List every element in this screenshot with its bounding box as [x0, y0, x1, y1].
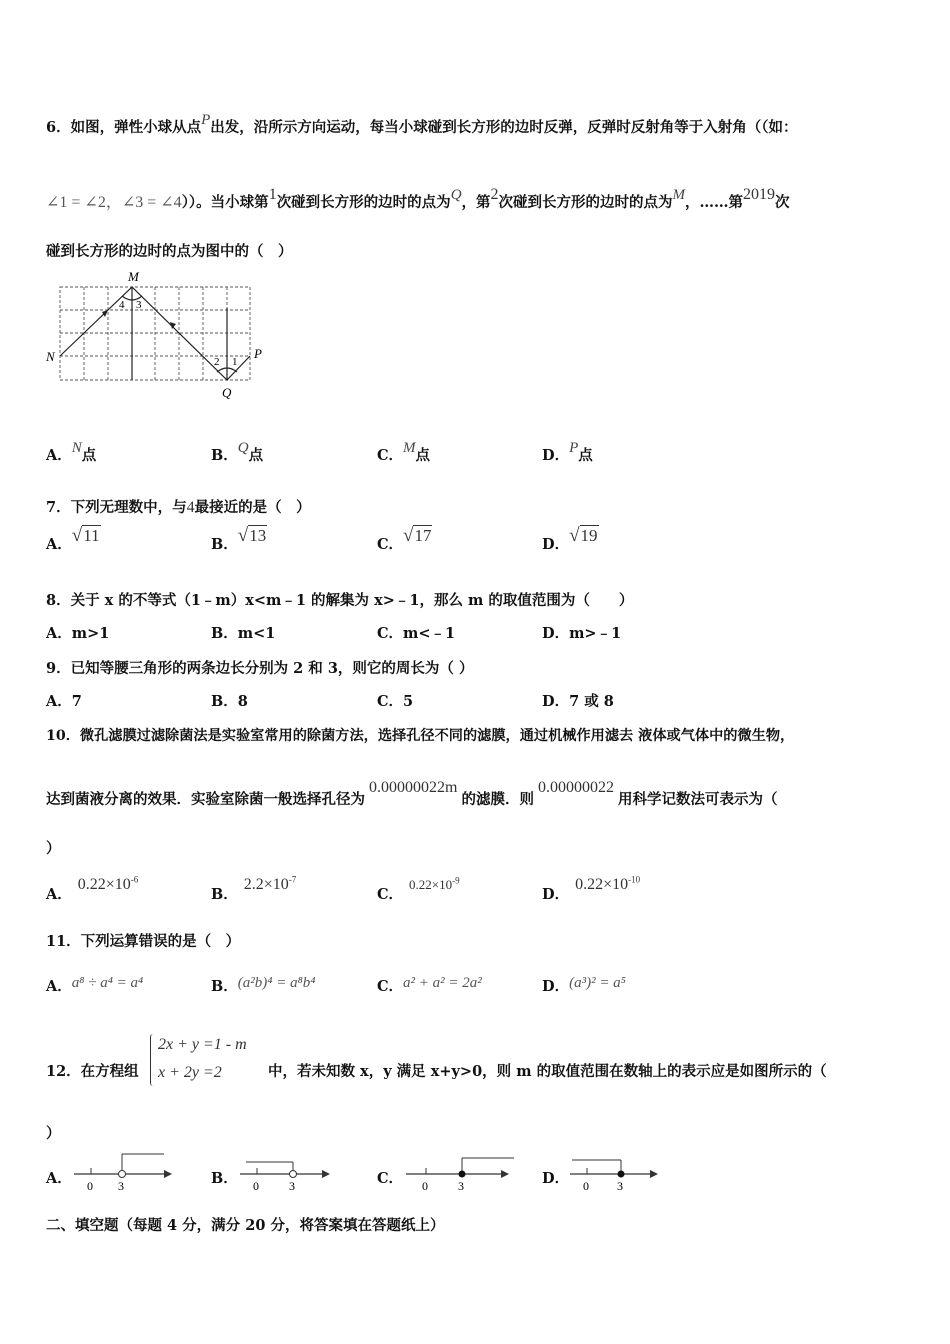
- tick-0: 0: [422, 1179, 428, 1193]
- q10-line2: [46, 779, 778, 809]
- q6-text: 6．如图，弹性小球从点: [46, 119, 202, 136]
- q9-option-d[interactable]: D．7 或 8: [542, 693, 614, 710]
- var-m: M: [672, 187, 686, 203]
- sci-exp: -10: [628, 874, 641, 885]
- angle-label-2: 2: [214, 356, 220, 368]
- q9-option-a[interactable]: A．7: [46, 693, 82, 710]
- option-expr: (a²b)⁴ = a⁸b⁴: [237, 975, 316, 991]
- num-1: 1: [268, 186, 277, 203]
- tick-3: 3: [289, 1179, 295, 1193]
- option-letter: A．: [46, 536, 72, 553]
- sqrt-expr: √13: [237, 525, 267, 546]
- tick-3: 3: [118, 1179, 124, 1193]
- q7-option-c[interactable]: [377, 525, 432, 555]
- option-letter: B．: [211, 886, 238, 903]
- option-var: P: [569, 440, 579, 456]
- radicand: 19: [580, 526, 598, 545]
- q10-option-b[interactable]: [211, 874, 297, 904]
- sci-base: 0.22×10: [409, 877, 453, 892]
- q11-option-b[interactable]: [211, 975, 316, 996]
- q10-option-a[interactable]: [46, 874, 139, 904]
- num-4: 4: [186, 499, 195, 516]
- q6-text: ，……第: [685, 194, 744, 211]
- option-suffix: 点: [578, 447, 593, 464]
- q7-text: 7．下列无理数中，与: [46, 499, 187, 516]
- q6-option-d[interactable]: [542, 440, 593, 465]
- option-expr: a² + a² = 2a²: [403, 975, 482, 991]
- radicand: 11: [83, 526, 100, 545]
- option-suffix: 点: [81, 447, 97, 464]
- q8-option-d[interactable]: D．m>﹣1: [542, 625, 622, 642]
- tick-0: 0: [583, 1179, 589, 1193]
- q10-line3: ）: [46, 840, 61, 857]
- label-m: M: [128, 269, 139, 284]
- num-2: 2: [490, 186, 499, 203]
- var-p: P: [201, 112, 211, 128]
- option-var: N: [71, 440, 82, 456]
- label-n: N: [46, 349, 55, 364]
- q6-line3: 碰到长方形的边时的点为图中的（ ）: [46, 243, 293, 260]
- tick-3: 3: [458, 1179, 464, 1193]
- option-letter: D．: [542, 978, 570, 995]
- q6-text: 次碰到长方形的边时的点为: [498, 194, 673, 211]
- q12-stem-a: 12．在方程组: [46, 1063, 139, 1080]
- sci-notation: [409, 877, 460, 892]
- q10-text: 用科学记数法可表示为（: [617, 791, 778, 808]
- label-q: Q: [222, 385, 232, 400]
- option-letter: C．: [377, 447, 404, 464]
- q6-text: 次碰到长方形的边时的点为: [276, 194, 451, 211]
- q7-option-b[interactable]: [211, 525, 267, 555]
- number-line-b: [238, 1150, 338, 1195]
- radicand: 17: [414, 526, 432, 545]
- option-letter: D．: [542, 447, 570, 464]
- q6-figure: [42, 268, 282, 403]
- label-p: P: [254, 346, 262, 361]
- q12-option-b[interactable]: [211, 1167, 238, 1188]
- sci-notation: [244, 876, 297, 893]
- q8-option-b[interactable]: B．m<1: [211, 625, 276, 642]
- brace: [150, 1034, 153, 1086]
- open-circle: [290, 1171, 297, 1178]
- q10-line1: 10．微孔滤膜过滤除菌法是实验室常用的除菌方法，选择孔径不同的滤膜，通过机械作用滤去 液体或气体中的微生物，: [46, 728, 795, 744]
- q6-line1: [46, 112, 798, 137]
- option-letter: C．: [377, 1170, 404, 1187]
- option-letter: A．: [46, 447, 72, 464]
- q7-option-a[interactable]: [46, 525, 101, 555]
- value-with-unit: 0.00000022m: [369, 779, 458, 796]
- value: 0.00000022: [537, 779, 614, 796]
- option-expr: (a³)² = a⁵: [569, 975, 626, 991]
- number-line-a: [72, 1150, 172, 1195]
- option-expr: a⁸ ÷ a⁴ = a⁴: [71, 975, 144, 991]
- q6-text: 次: [775, 194, 790, 211]
- open-circle: [119, 1171, 126, 1178]
- q6-option-a[interactable]: [46, 440, 97, 465]
- q12-option-d[interactable]: [542, 1167, 569, 1188]
- figure-grid: [60, 287, 250, 380]
- number-line-c: [404, 1150, 519, 1195]
- option-letter: D．: [542, 536, 570, 553]
- option-letter: C．: [377, 978, 404, 995]
- system-eq1: 2x + y =1 - m: [158, 1036, 247, 1053]
- q7-text: 最接近的是（ ）: [194, 499, 311, 516]
- option-letter: B．: [211, 978, 238, 995]
- sci-exp: -7: [288, 874, 297, 885]
- q8-option-a[interactable]: A．m>1: [46, 625, 110, 642]
- option-var: M: [403, 440, 416, 456]
- angle-label-4: 4: [119, 299, 125, 311]
- closed-circle: [618, 1171, 625, 1178]
- num-2019: 2019: [743, 186, 776, 203]
- system-eq2: x + 2y =2: [158, 1064, 222, 1081]
- q9-option-b[interactable]: B．8: [211, 693, 248, 710]
- option-letter: D．: [542, 1170, 570, 1187]
- q12-option-a[interactable]: [46, 1167, 72, 1188]
- sqrt-expr: √17: [403, 525, 432, 546]
- option-suffix: 点: [415, 447, 431, 464]
- option-letter: D．: [542, 886, 570, 903]
- q6-line2: [46, 186, 790, 212]
- q12-stem-b: 中，若未知数 x，y 满足 x+y>0，则 m 的取值范围在数轴上的表示应是如图所示的（: [268, 1063, 827, 1080]
- q6-option-b[interactable]: [211, 440, 264, 465]
- q12-line2: ）: [46, 1125, 61, 1142]
- q10-text: 的滤膜．则: [461, 791, 534, 808]
- tick-0: 0: [87, 1179, 93, 1193]
- q6-text: ））。当小球第: [181, 194, 269, 211]
- q9-option-c[interactable]: C．5: [377, 693, 414, 710]
- option-suffix: 点: [248, 447, 264, 464]
- radicand: 13: [249, 526, 267, 545]
- option-letter: B．: [211, 536, 238, 553]
- tick-3: 3: [617, 1179, 623, 1193]
- tick-0: 0: [253, 1179, 259, 1193]
- closed-circle: [459, 1171, 466, 1178]
- angle-label-3: 3: [136, 299, 142, 311]
- sci-exp: -9: [452, 875, 460, 886]
- option-var: Q: [237, 440, 249, 456]
- sci-notation: [575, 876, 640, 893]
- q10-option-d[interactable]: [542, 874, 641, 904]
- q8-option-c[interactable]: C．m<﹣1: [377, 625, 456, 642]
- section-2-title: 二、填空题（每题 4 分，满分 20 分，将答案填在答题纸上）: [46, 1217, 445, 1234]
- option-letter: C．: [377, 536, 404, 553]
- q11-option-a[interactable]: [46, 975, 143, 996]
- sci-base: 0.22×10: [575, 876, 629, 893]
- option-letter: C．: [377, 886, 404, 903]
- q10-text: 达到菌液分离的效果．实验室除菌一般选择孔径为: [46, 791, 365, 808]
- q10-option-c[interactable]: [377, 875, 460, 904]
- option-letter: A．: [46, 978, 72, 995]
- sci-exp: -6: [130, 874, 139, 885]
- sci-base: 2.2×10: [243, 876, 289, 893]
- sqrt-expr: √11: [71, 525, 100, 546]
- q7-option-d[interactable]: [542, 525, 599, 555]
- q6-text: 出发，沿所示方向运动，每当小球碰到长方形的边时反弹，反弹时反射角等于入射角（（如：: [210, 119, 798, 136]
- sqrt-expr: √19: [569, 525, 598, 546]
- number-line-d: [568, 1150, 668, 1195]
- q6-option-c[interactable]: [377, 440, 431, 465]
- q7-stem: [46, 496, 311, 517]
- angles-expr: ∠1 = ∠2，∠3 = ∠4: [46, 194, 182, 211]
- q11-option-c[interactable]: [377, 975, 482, 996]
- angle-label-1: 1: [232, 356, 238, 368]
- q11-stem: 11．下列运算错误的是（ ）: [46, 933, 241, 950]
- q6-text: ，第: [461, 194, 491, 211]
- q12-option-c[interactable]: [377, 1167, 403, 1188]
- sci-base: 0.22×10: [77, 876, 131, 893]
- option-letter: A．: [46, 886, 72, 903]
- option-letter: B．: [211, 1170, 238, 1187]
- option-letter: B．: [211, 447, 238, 464]
- q11-option-d[interactable]: [542, 975, 626, 996]
- var-q: Q: [450, 187, 462, 203]
- option-letter: A．: [46, 1170, 72, 1187]
- q9-stem: 9．已知等腰三角形的两条边长分别为 2 和 3，则它的周长为（ ）: [46, 660, 474, 677]
- q8-stem: 8．关于 x 的不等式（1﹣m）x<m﹣1 的解集为 x>﹣1，那么 m 的取值范围为（ ）: [46, 592, 634, 609]
- sci-notation: [78, 876, 139, 893]
